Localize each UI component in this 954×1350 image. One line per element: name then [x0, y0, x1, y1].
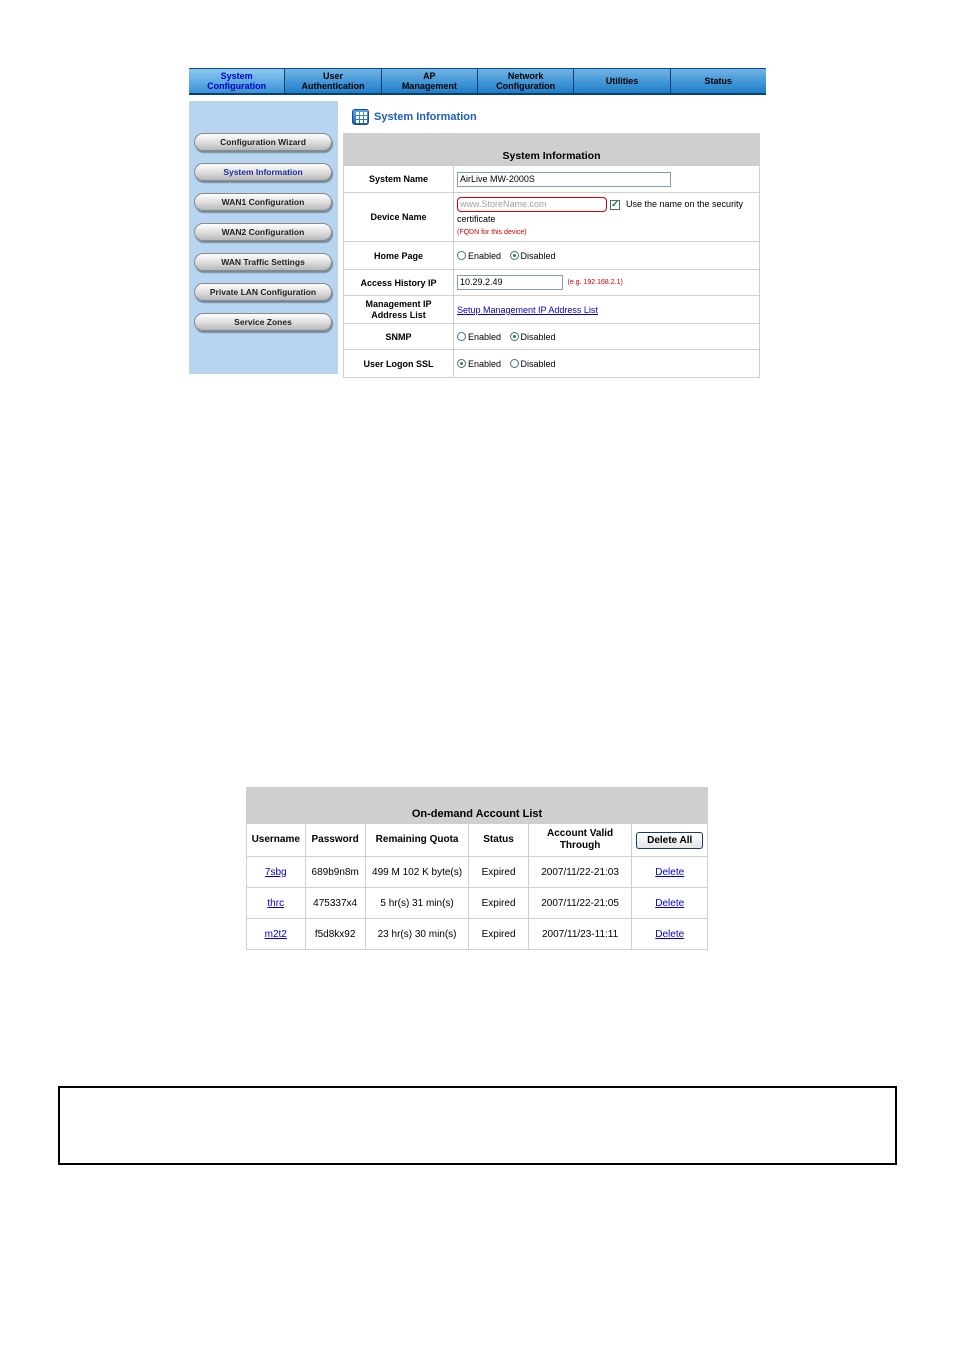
delete-all-button[interactable]: Delete All	[636, 832, 703, 849]
column-username: Username	[247, 824, 306, 857]
system-name-label: System Name	[344, 166, 454, 193]
nav-tab-system-configuration[interactable]: System Configuration	[189, 69, 285, 93]
sidebar-item-wan1-configuration[interactable]: WAN1 Configuration	[194, 193, 332, 211]
username-link[interactable]: m2t2	[264, 928, 287, 940]
note-box	[58, 1086, 897, 1165]
setup-management-ip-link[interactable]: Setup Management IP Address List	[457, 304, 598, 315]
sidebar-item-wan2-configuration[interactable]: WAN2 Configuration	[194, 223, 332, 241]
nav-tab-utilities[interactable]: Utilities	[574, 69, 670, 93]
table-row	[247, 857, 708, 888]
quota-cell: 23 hr(s) 30 min(s)	[365, 919, 469, 950]
column-account-valid	[528, 824, 632, 857]
sidebar-item-private-lan-configuration[interactable]: Private LAN Configuration	[194, 283, 332, 301]
home-page-enabled-label: Enabled	[468, 250, 502, 261]
table-row	[247, 919, 708, 950]
access-history-ip-input[interactable]: 10.29.2.49	[457, 275, 563, 290]
system-information-table	[343, 133, 760, 378]
nav-tab-user-authentication[interactable]: User Authentication	[285, 69, 381, 93]
home-page-disabled-label: Disabled	[520, 250, 556, 261]
home-page-disabled-radio[interactable]	[510, 251, 519, 260]
valid-cell: 2007/11/22-21:05	[528, 888, 632, 919]
nav-tab-ap-management[interactable]: AP Management	[382, 69, 478, 93]
snmp-enabled-label: Enabled	[468, 331, 502, 342]
snmp-label: SNMP	[344, 324, 454, 350]
status-cell: Expired	[469, 888, 528, 919]
nav-tab-network-configuration[interactable]: Network Configuration	[478, 69, 574, 93]
sidebar-item-wan-traffic-settings[interactable]: WAN Traffic Settings	[194, 253, 332, 271]
device-name-hint: (FQDN for this device)	[457, 228, 527, 236]
username-link[interactable]: thrc	[267, 897, 285, 909]
status-cell: Expired	[469, 857, 528, 888]
ssl-disabled-radio[interactable]	[510, 359, 519, 368]
status-cell: Expired	[469, 919, 528, 950]
ssl-enabled-label: Enabled	[468, 358, 502, 369]
home-page-enabled-radio[interactable]	[457, 251, 466, 260]
valid-cell: 2007/11/23-11:11	[528, 919, 632, 950]
on-demand-account-table	[246, 787, 708, 950]
username-link[interactable]: 7sbg	[264, 866, 287, 878]
checkbox-label: Use the name on the security	[626, 199, 744, 209]
nav-tab-status[interactable]: Status	[704, 76, 733, 86]
device-name-input[interactable]: www.StoreName.com	[457, 197, 607, 212]
delete-link[interactable]: Delete	[655, 866, 685, 878]
quota-cell: 5 hr(s) 31 min(s)	[365, 888, 469, 919]
account-table-header: On-demand Account List	[247, 788, 708, 824]
column-password: Password	[305, 824, 365, 857]
user-logon-ssl-label: User Logon SSL	[344, 350, 454, 378]
snmp-enabled-radio[interactable]	[457, 332, 466, 341]
column-valid-line1: Account Valid	[547, 828, 614, 839]
table-header: System Information	[344, 134, 760, 166]
page-title-text: System Information	[374, 111, 477, 123]
column-action	[632, 824, 708, 857]
sidebar-item-configuration-wizard[interactable]: Configuration Wizard	[194, 133, 332, 151]
column-remaining-quota: Remaining Quota	[365, 824, 469, 857]
checkbox-label-cont: certificate	[457, 213, 496, 224]
ssl-enabled-radio[interactable]	[457, 359, 466, 368]
valid-cell: 2007/11/22-21:03	[528, 857, 632, 888]
sidebar-item-system-information[interactable]: System Information	[194, 163, 332, 181]
column-status: Status	[469, 824, 528, 857]
sidebar-item-service-zones[interactable]: Service Zones	[194, 313, 332, 331]
delete-link[interactable]: Delete	[655, 897, 685, 909]
system-information-screenshot	[189, 68, 766, 374]
snmp-disabled-label: Disabled	[520, 331, 556, 342]
quota-cell: 499 M 102 K byte(s)	[365, 857, 469, 888]
security-certificate-checkbox[interactable]	[610, 200, 620, 210]
device-name-label: Device Name	[344, 193, 454, 242]
column-valid-line2: Through	[559, 840, 601, 851]
grid-icon	[352, 109, 369, 125]
top-navigation	[189, 68, 766, 95]
snmp-disabled-radio[interactable]	[510, 332, 519, 341]
password-cell: f5d8kx92	[305, 919, 365, 950]
page-title	[352, 109, 477, 125]
management-ip-label-line1: Management IP	[365, 298, 432, 309]
password-cell: 475337x4	[305, 888, 365, 919]
password-cell: 689b9n8m	[305, 857, 365, 888]
home-page-label: Home Page	[344, 242, 454, 270]
system-name-input[interactable]: AirLive MW-2000S	[457, 172, 671, 187]
access-history-ip-label: Access History IP	[344, 270, 454, 296]
management-ip-label-line2: Address List	[371, 309, 426, 320]
ssl-disabled-label: Disabled	[520, 358, 556, 369]
management-ip-label	[344, 296, 454, 324]
delete-link[interactable]: Delete	[655, 928, 685, 940]
access-history-ip-hint: (e.g. 192.168.2.1)	[567, 279, 623, 286]
table-row	[247, 888, 708, 919]
sidebar	[189, 101, 338, 374]
